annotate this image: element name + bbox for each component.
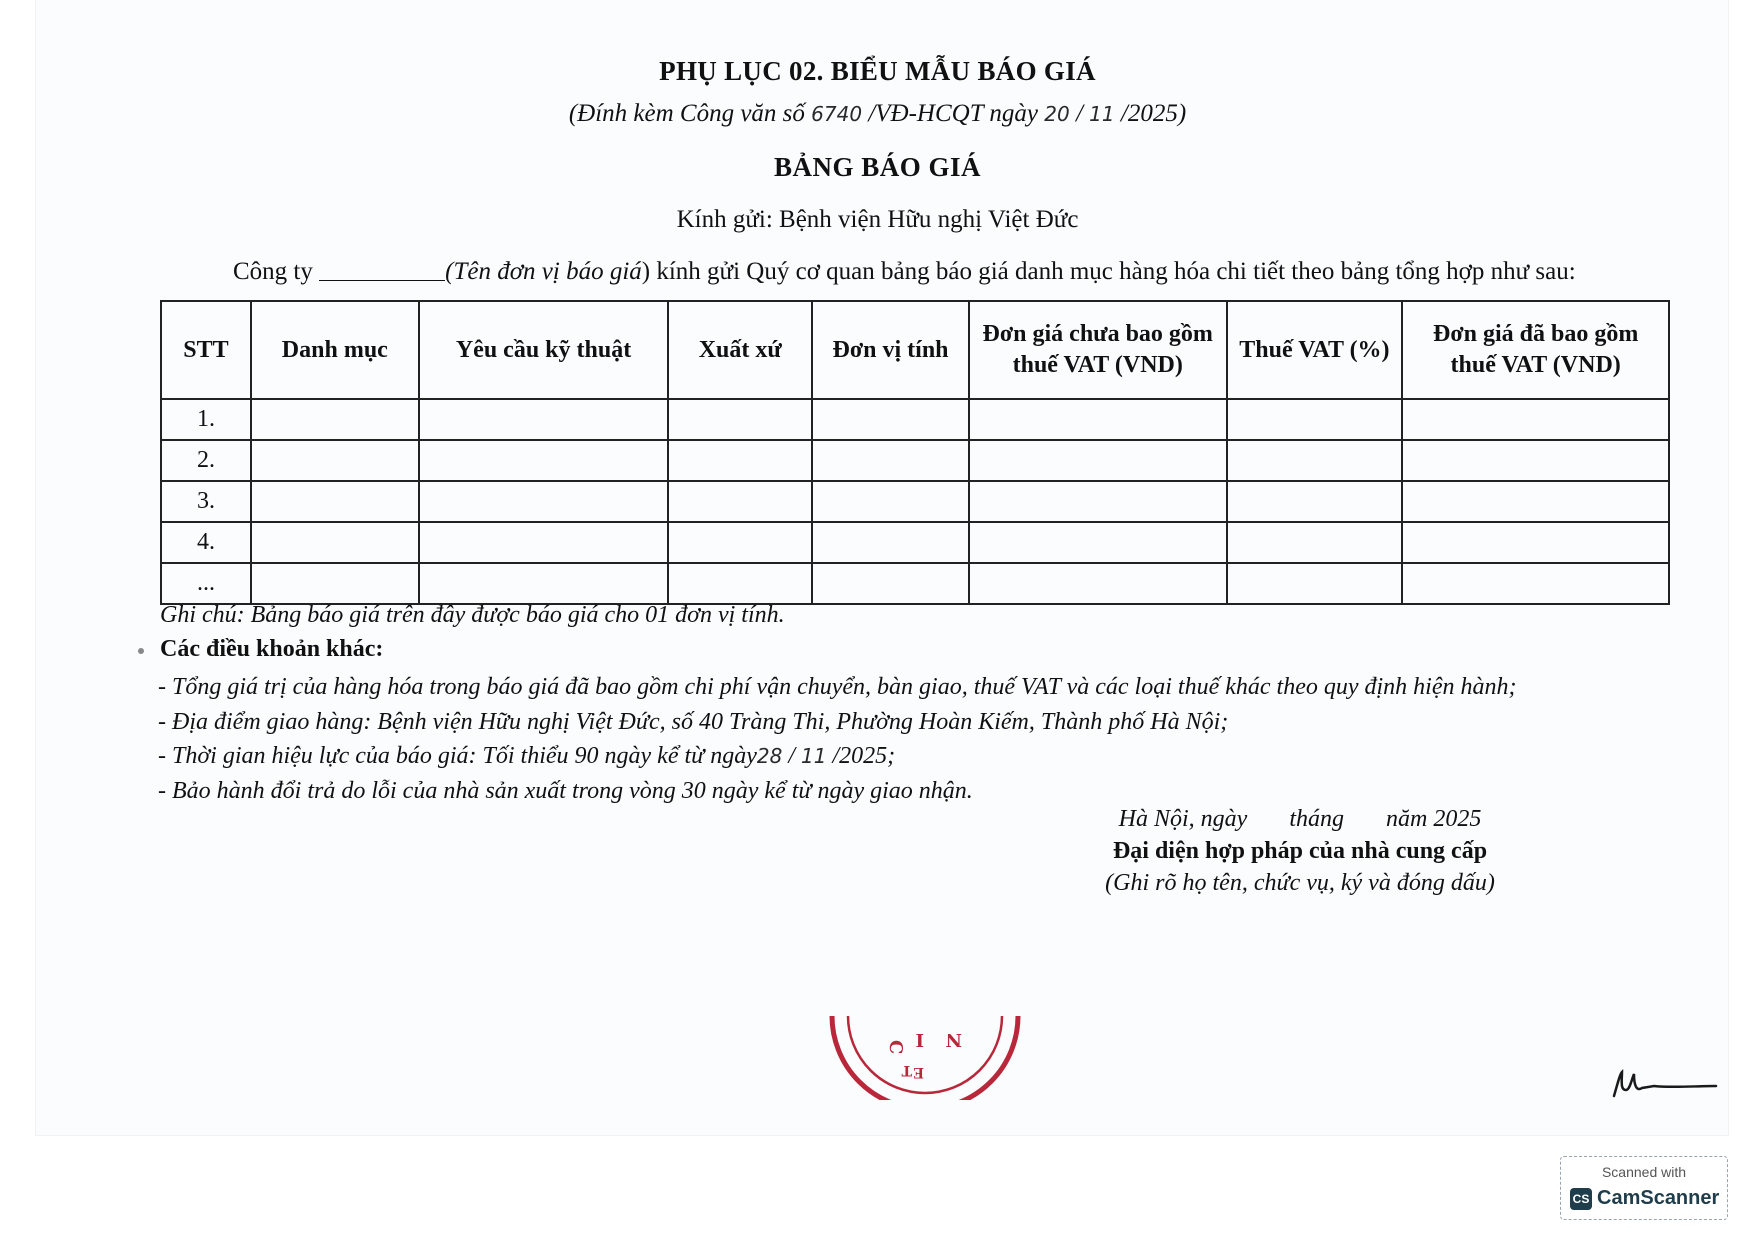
table-cell <box>419 563 669 604</box>
table-row <box>161 481 1669 522</box>
table-cell <box>969 563 1227 604</box>
bullet-icon <box>138 648 144 654</box>
term-item: - Tổng giá trị của hàng hóa trong báo giá đã bao gồm chi phí vận chuyển, bàn giao, thuế VAT và các loại thuế khác theo quy định hiện hành; <box>158 674 1517 700</box>
table-note: Ghi chú: Bảng báo giá trên đây được báo giá cho 01 đơn vị tính. <box>160 602 785 628</box>
svg-text:N: N <box>945 1029 962 1050</box>
table-header-row <box>161 301 1669 399</box>
row-number: 4. <box>161 522 251 563</box>
table-cell <box>812 481 969 522</box>
terms-list <box>158 670 1516 808</box>
table-cell <box>812 440 969 481</box>
table-cell <box>419 399 669 440</box>
quotation-table <box>160 300 1670 605</box>
row-number: 1. <box>161 399 251 440</box>
terms-heading: Các điều khoản khác: <box>160 636 384 662</box>
row-number: ... <box>161 563 251 604</box>
table-cell <box>1227 522 1403 563</box>
handwritten-validity-month: 11 <box>801 744 827 768</box>
table-cell <box>668 440 812 481</box>
handwritten-doc-number: 6740 <box>811 102 863 126</box>
signature-instruction: (Ghi rõ họ tên, chức vụ, ký và đóng dấu) <box>1105 870 1495 896</box>
table-cell <box>251 563 419 604</box>
table-cell <box>1402 481 1669 522</box>
camscanner-watermark: Scanned with CS CamScanner <box>1560 1156 1728 1220</box>
camscanner-logo-icon: CS <box>1570 1188 1592 1210</box>
table-cell <box>419 522 669 563</box>
table-cell <box>419 440 669 481</box>
header-cell: Đơn giá chưa bao gồm thuế VAT (VND) <box>969 301 1227 399</box>
quotation-title: BẢNG BÁO GIÁ <box>773 152 982 182</box>
table-cell <box>969 522 1227 563</box>
intro-paragraph: Công ty (Tên đơn vị báo giá) kính gửi Quý cơ quan bảng báo giá danh mục hàng hóa chi tiết theo bảng tổng hợp như sau: <box>233 258 1576 285</box>
svg-text:C: C <box>885 1040 906 1055</box>
table-cell <box>251 399 419 440</box>
header-cell: Đơn vị tính <box>812 301 969 399</box>
table-cell <box>1402 522 1669 563</box>
table-cell <box>1402 440 1669 481</box>
table-cell <box>668 399 812 440</box>
signatory-role: Đại diện hợp pháp của nhà cung cấp <box>1112 838 1488 864</box>
table-cell <box>419 481 669 522</box>
table-cell <box>1227 481 1403 522</box>
table-cell <box>969 399 1227 440</box>
table-cell <box>668 522 812 563</box>
table-cell <box>668 481 812 522</box>
table-cell <box>1227 440 1403 481</box>
recipient-line: Kính gửi: Bệnh viện Hữu nghị Việt Đức <box>676 206 1079 233</box>
row-number: 3. <box>161 481 251 522</box>
term-item: - Thời gian hiệu lực của báo giá: Tối thiểu 90 ngày kể từ ngày28 / 11 /2025; <box>158 743 896 769</box>
handwritten-validity-day: 28 <box>756 744 783 768</box>
header-cell: Xuất xứ <box>668 301 812 399</box>
table-cell <box>1227 563 1403 604</box>
red-seal-stamp <box>820 990 1030 1100</box>
table-row <box>161 440 1669 481</box>
term-item: - Bảo hành đổi trả do lỗi của nhà sản xuất trong vòng 30 ngày kể từ ngày giao nhận. <box>158 777 973 804</box>
row-number: 2. <box>161 440 251 481</box>
header-cell: Thuế VAT (%) <box>1227 301 1403 399</box>
table-cell <box>969 481 1227 522</box>
table-cell <box>1402 399 1669 440</box>
term-item: - Địa điểm giao hàng: Bệnh viện Hữu nghị Việt Đức, số 40 Tràng Thi, Phường Hoàn Kiếm, Thành phố Hà Nội; <box>158 708 1229 735</box>
table-cell <box>251 440 419 481</box>
svg-text:E: E <box>913 1064 924 1080</box>
table-cell <box>812 563 969 604</box>
table-row <box>161 563 1669 604</box>
handwritten-signature <box>1610 1066 1720 1100</box>
table-row <box>161 522 1669 563</box>
table-cell <box>812 399 969 440</box>
header-cell: STT <box>161 301 251 399</box>
table-cell <box>668 563 812 604</box>
attachment-reference: (Đính kèm Công văn số 6740 /VĐ-HCQT ngày 20 / 11 /2025) <box>568 100 1187 127</box>
handwritten-day: 20 <box>1044 102 1070 126</box>
table-cell <box>1227 399 1403 440</box>
table-cell <box>251 522 419 563</box>
table-cell <box>812 522 969 563</box>
header-cell: Đơn giá đã bao gồm thuế VAT (VND) <box>1402 301 1669 399</box>
svg-text:I: I <box>915 1029 924 1050</box>
svg-text:T: T <box>901 1062 912 1078</box>
company-name-blank <box>319 258 445 281</box>
appendix-title: PHỤ LỤC 02. BIỂU MẪU BÁO GIÁ <box>659 56 1096 86</box>
table-cell <box>251 481 419 522</box>
handwritten-month: 11 <box>1089 102 1115 126</box>
header-cell: Yêu cầu kỹ thuật <box>419 301 669 399</box>
signature-date-line: Hà Nội, ngày tháng năm 2025 <box>1118 806 1482 832</box>
table-row <box>161 399 1669 440</box>
table-cell <box>969 440 1227 481</box>
table-cell <box>1402 563 1669 604</box>
header-cell: Danh mục <box>251 301 419 399</box>
